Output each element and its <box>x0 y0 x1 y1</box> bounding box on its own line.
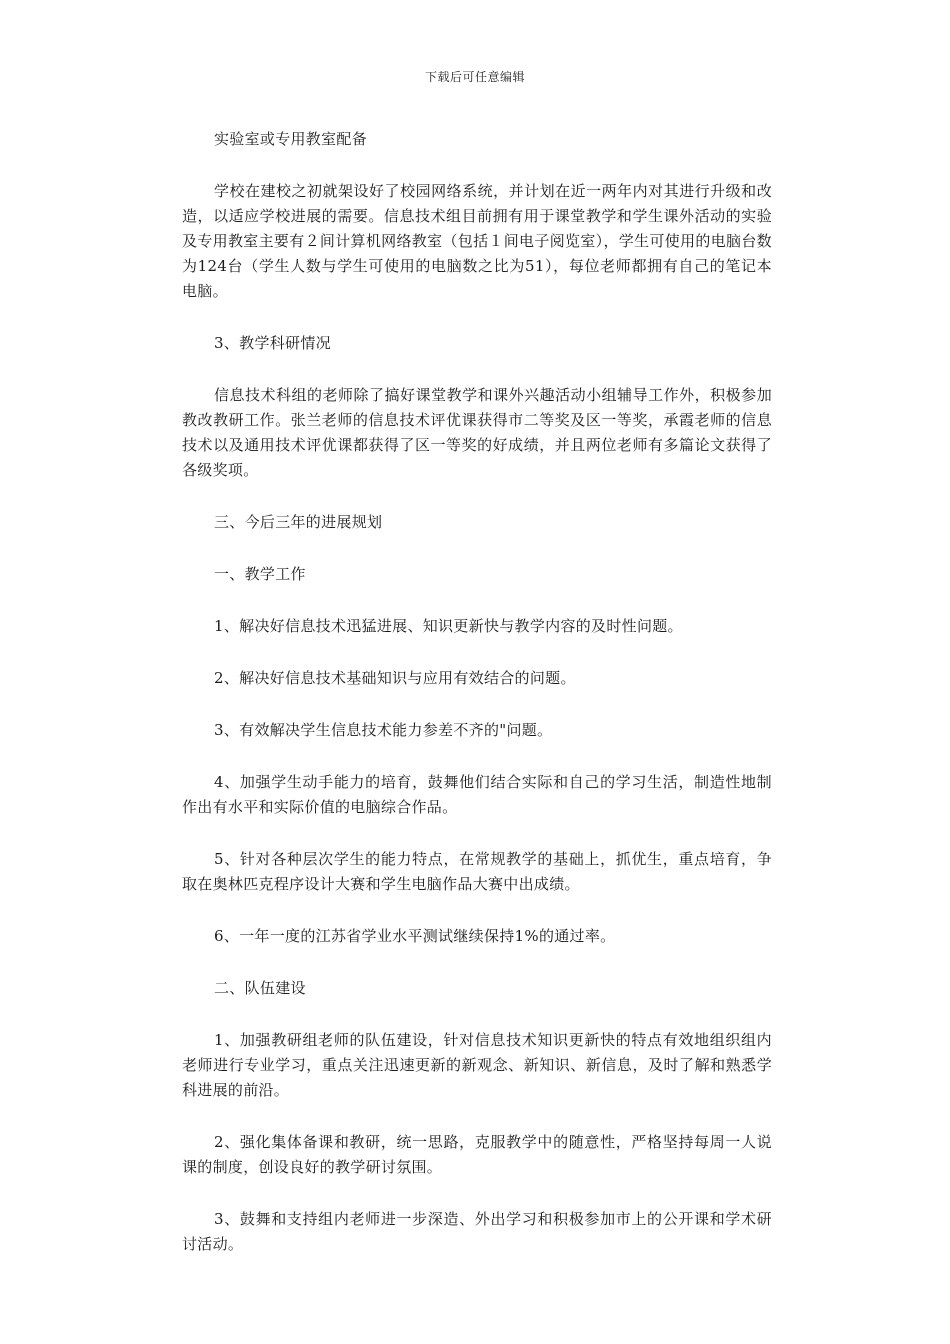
section-heading-research: 3、教学科研情况 <box>214 334 331 352</box>
list-item-teaching-1: 1、解决好信息技术迅猛进展、知识更新快与教学内容的及时性问题。 <box>214 617 683 635</box>
list-item-teaching-2: 2、解决好信息技术基础知识与应用有效结合的问题。 <box>214 669 576 687</box>
list-item-team-1: 1、加强教研组老师的队伍建设，针对信息技术知识更新快的特点有效地组织组内老师进行专业学习，重点关注迅速更新的新观念、新知识、新信息，及时了解和熟悉学科进展的前沿。 <box>182 1031 772 1099</box>
subsection-heading-teaching: 一、教学工作 <box>214 565 306 583</box>
list-item-teaching-5: 5、针对各种层次学生的能力特点，在常规教学的基础上，抓优生，重点培育，争取在奥林匹克程序设计大赛和学生电脑作品大赛中出成绩。 <box>182 850 772 893</box>
section-heading-lab: 实验室或专用教室配备 <box>214 130 368 148</box>
list-item-team-2: 2、强化集体备课和教研，统一思路，克服教学中的随意性，严格坚持每周一人说课的制度，创设良好的教学研讨氛围。 <box>182 1133 772 1176</box>
list-item-teaching-4: 4、加强学生动手能力的培育，鼓舞他们结合实际和自己的学习生活，制造性地制作出有水平和实际价值的电脑综合作品。 <box>182 773 772 816</box>
page-header: 下载后可任意编辑 <box>424 70 525 84</box>
section-heading-plan: 三、今后三年的进展规划 <box>214 513 383 531</box>
subsection-heading-team: 二、队伍建设 <box>214 979 306 997</box>
list-item-teaching-6: 6、一年一度的江苏省学业水平测试继续保持1%的通过率。 <box>214 927 616 945</box>
paragraph-research: 信息技术科组的老师除了搞好课堂教学和课外兴趣活动小组辅导工作外，积极参加教改教研工作。张兰老师的信息技术评优课获得市二等奖及区一等奖，承霞老师的信息技术以及通用技术评优课都获得了区一等奖的好成绩，并且两位老师有多篇论文获得了各级奖项。 <box>182 386 772 479</box>
document-body <box>182 127 772 1284</box>
paragraph-lab-equipment: 学校在建校之初就架设好了校园网络系统，并计划在近一两年内对其进行升级和改造，以适应学校进展的需要。信息技术组目前拥有用于课堂教学和学生课外活动的实验及专用教室主要有２间计算机网络教室（包括１间电子阅览室），学生可使用的电脑台数为124台（学生人数与学生可使用的电脑数之比为51），每位老师都拥有自己的笔记本电脑。 <box>182 182 772 300</box>
list-item-team-3: 3、鼓舞和支持组内老师进一步深造、外出学习和积极参加市上的公开课和学术研讨活动。 <box>182 1210 772 1253</box>
list-item-teaching-3: 3、有效解决学生信息技术能力参差不齐的"问题。 <box>214 721 553 739</box>
